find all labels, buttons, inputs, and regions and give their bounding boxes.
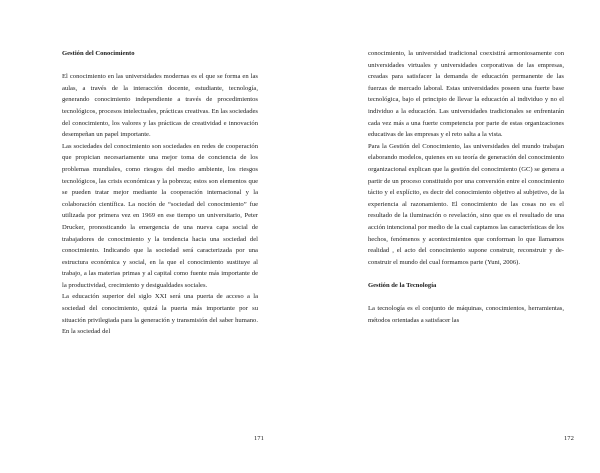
paragraph: El conocimiento en las universidades modernas es el que se forma en las aulas, a través de la interacción docente, estudiante, tecnología, generando conocimiento independiente a través de procedimientos tecnológicos, procesos intelectuales, prácticas creativas. En las sociedades del conocimiento, los valores y las prácticas de creatividad e innovación desempeñan un papel importante. — [62, 73, 258, 139]
right-text-column — [368, 48, 564, 326]
left-text-column — [62, 48, 258, 338]
paragraph: Para la Gestión del Conocimiento, las universidades del mundo trabajan elaborando modelos, quienes en su teoría de generación del conocimiento organizacional explican que la gestión del conocimiento (GC) se genera a partir de un proceso constituido por una conversión entre el conocimiento tácito y el explícito, es decir del conocimiento objetivo al subjetivo, de la experiencia al razonamiento. El conocimiento de las cosas no es el resultado de la iluminación o revelación, sino que es el resultado de una acción intencional por medio de la cual captamos las características de los hechos, fenómenos y acontecimientos que conforman lo que llamamos realidad , el acto del conocimiento supone construir, reconstruir y de-construir el mundo del cual formamos parte (Yuni, 2006). — [368, 142, 564, 266]
paragraph: conocimiento, la universidad tradicional coexistirá armoniosamente con universidades virtuales y universidades corporativas de las empresas, creadas para satisfacer la demanda de educación permanente de las fuerzas de mercado laboral. Estas universidades poseen una fuerte base tecnológica, bajo el principio de llevar la educación al individuo y no el individuo a la educación. Las universidades tradicionales se enfrentarán cada vez más a una fuerte competencia por parte de estas organizaciones educativas de las empresas y el reto salta a la vista. — [368, 50, 564, 139]
page-number: 172 — [564, 435, 574, 442]
paragraph: La tecnología es el conjunto de máquinas, conocimientos, herramientas, métodos orientadas a satisfacer las — [368, 305, 564, 324]
page-number: 171 — [254, 435, 264, 442]
section-heading-gestion-conocimiento: Gestión del Conocimiento — [62, 50, 135, 57]
right-page — [300, 0, 600, 473]
paragraph: La educación superior del siglo XXI será una puerta de acceso a la sociedad del conocimiento, quizá la puerta más importante por su situación privilegiada para la generación y transmisión del saber humano. En la sociedad del — [62, 293, 258, 336]
section-heading-gestion-tecnologia: Gestión de la Tecnología — [368, 281, 437, 289]
paragraph: Las sociedades del conocimiento son sociedades en redes de cooperación que propician necesariamente una mejor toma de conciencia de los problemas mundiales, como riesgos del medio ambiente, los riesgos tecnológicos, las crisis económicas y la pobreza; estos son elementos que se pueden tratar mejor mediante la cooperación internacional y la colaboración científica. La noción de “sociedad del conocimiento” fue utilizada por primera vez en 1969 en ese tiempo un universitario, Peter Drucker, pronosticando la emergencia de una nueva capa social de trabajadores de conocimiento y la tendencia hacia una sociedad del conocimiento. Indicando que la sociedad será caracterizada por una estructura económica y social, en la que el conocimiento sustituye al trabajo, a las materias primas y al capital como fuente más importante de la productividad, crecimiento y desigualdades sociales. — [62, 142, 258, 289]
